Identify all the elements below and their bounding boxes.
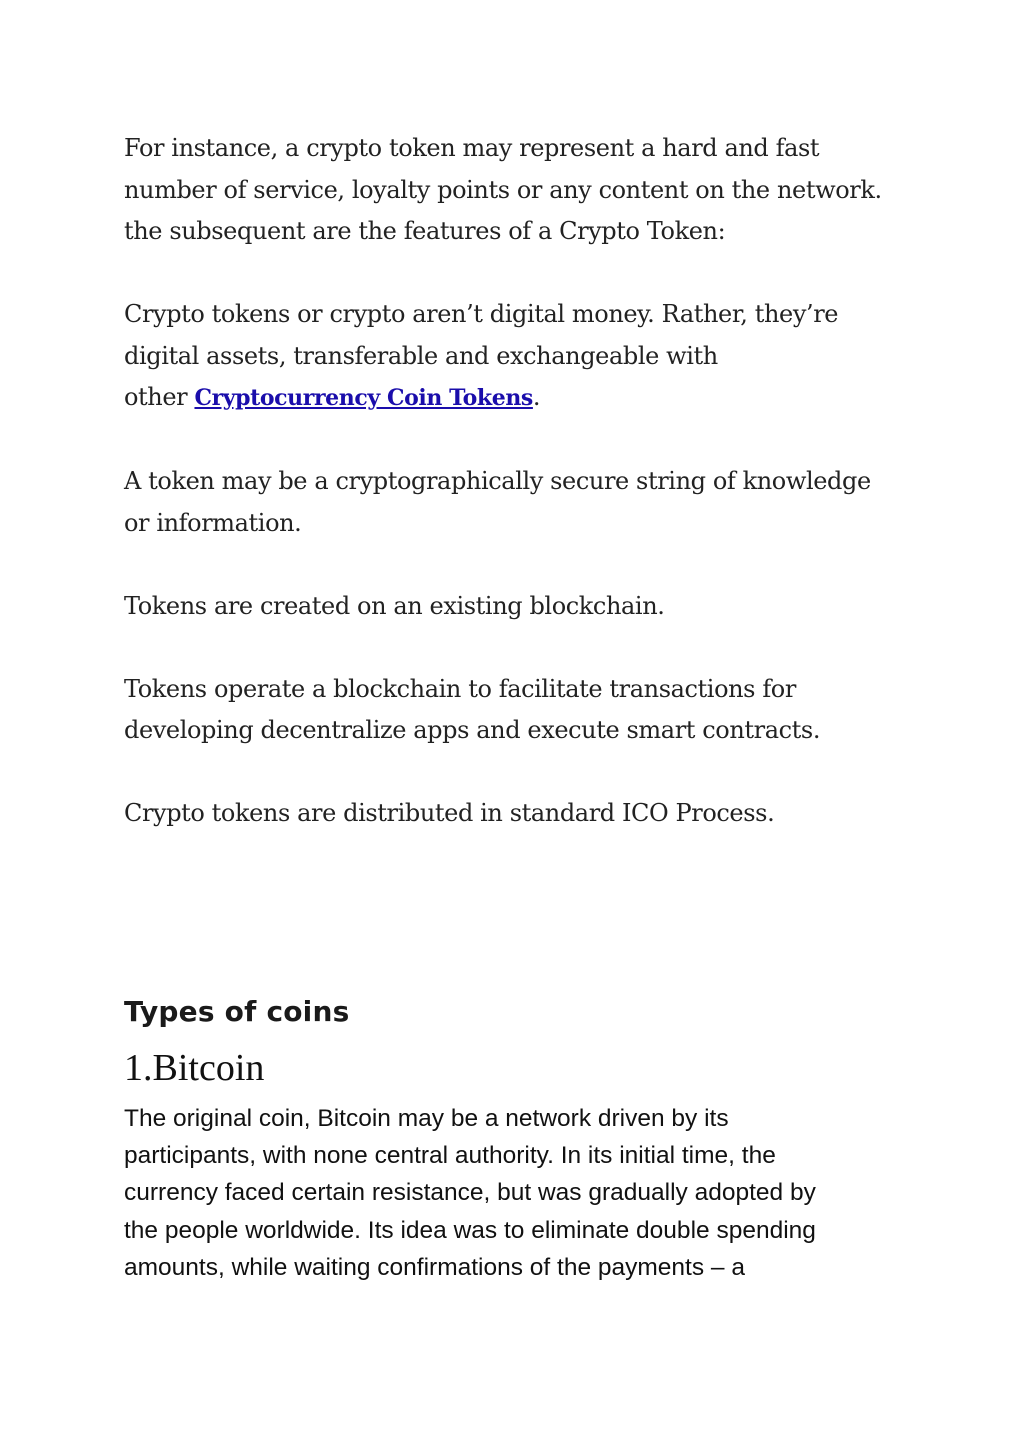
text-line: Crypto tokens are distributed in standard ICO Process.	[124, 799, 775, 827]
text-line-with-link	[124, 377, 914, 420]
text-line: developing decentralize apps and execute smart contracts.	[124, 716, 821, 744]
link-prefix-text: other	[124, 383, 195, 411]
paragraph-ico-process	[124, 793, 914, 835]
paragraph-bitcoin-description	[124, 1100, 914, 1286]
document-page	[124, 128, 914, 1286]
text-line: The original coin, Bitcoin may be a network driven by its	[124, 1105, 729, 1132]
cryptocurrency-coin-tokens-link[interactable]: Cryptocurrency Coin Tokens	[194, 385, 533, 411]
paragraph-token-representation	[124, 128, 914, 253]
link-suffix-text: .	[532, 383, 541, 411]
text-line: A token may be a cryptographically secure string of knowledge	[124, 467, 871, 495]
text-line: Tokens operate a blockchain to facilitate transactions for	[124, 674, 796, 703]
text-line: Tokens are created on an existing blockchain.	[124, 591, 665, 620]
text-line: currency faced certain resistance, but was gradually adopted by	[124, 1179, 816, 1207]
text-line: the people worldwide. Its idea was to eliminate double spending	[124, 1216, 816, 1244]
blank-space	[124, 876, 914, 992]
paragraph-not-digital-money	[124, 294, 914, 420]
section-heading-types-of-coins: Types of coins	[124, 995, 350, 1028]
text-line: participants, with none central authority. In its initial time, the	[124, 1142, 776, 1170]
text-line: amounts, while waiting confirmations of the payments – a	[124, 1253, 745, 1281]
text-line: digital assets, transferable and exchangeable with	[124, 341, 718, 370]
text-line: the subsequent are the features of a Crypto Token:	[124, 217, 726, 245]
paragraph-secure-string	[124, 461, 914, 544]
subheading-bitcoin: 1.Bitcoin	[124, 1047, 265, 1089]
text-line: number of service, loyalty points or any content on the network.	[124, 175, 882, 204]
paragraph-operate-blockchain	[124, 669, 914, 752]
paragraph-created-on-blockchain	[124, 586, 914, 628]
text-line: Crypto tokens or crypto aren’t digital money. Rather, they’re	[124, 300, 839, 328]
text-line: For instance, a crypto token may represent a hard and fast	[124, 134, 820, 162]
text-line: or information.	[124, 508, 302, 537]
